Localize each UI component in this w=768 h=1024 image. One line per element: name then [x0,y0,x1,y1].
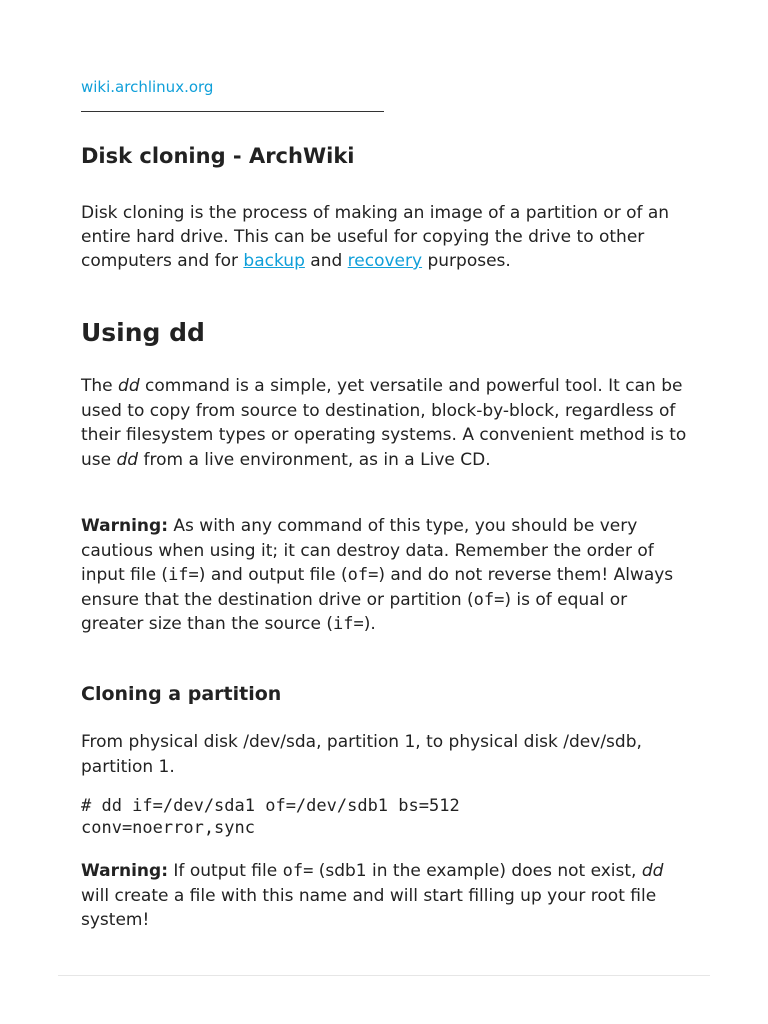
section-heading-using-dd: Using dd [81,318,205,347]
warning-label: Warning: [81,861,169,881]
code-block [81,795,691,839]
code-line: conv=noerror,sync [81,818,255,838]
dd-term: dd [118,376,140,396]
partition-description-paragraph [81,730,691,779]
page-title: Disk cloning - ArchWiki [81,144,355,168]
warning-text: ) is of equal or greater size than the source ( [81,589,628,634]
intro-text: Disk cloning is the process of making an image of a partition or of an entire hard drive. This can be useful for copying the drive to other computers and for [81,203,670,271]
paragraph-text: , partition 1. [81,732,642,777]
warning-label: Warning: [81,516,169,536]
warning-text: (sdb1 in the example) does not exist, [313,861,642,881]
intro-text: and [304,251,348,271]
site-link[interactable]: wiki.archlinux.org [81,78,214,96]
code-of: of= [473,589,505,610]
footer-divider [58,975,710,976]
header-divider [81,111,384,112]
warning-text: ). [363,614,376,634]
code-of: of= [347,565,379,585]
paragraph-text: From physical disk [81,732,244,752]
warning-paragraph [81,514,691,637]
paragraph-text: from a live environment, as in a Live CD. [138,449,491,470]
section-heading-cloning-partition: Cloning a partition [81,683,282,705]
warning-text: will create a file with this name and will start filling up your root file system! [81,885,657,930]
code-if: if= [168,565,199,585]
code-if: if= [333,614,364,634]
dd-description-paragraph [81,374,691,472]
paragraph-text: The [81,376,119,396]
code-line: # dd if=/dev/sda1 of=/dev/sdb1 bs=512 [81,796,460,816]
device-path: /dev/sdb [563,732,637,752]
paragraph-text: , partition 1, to physical disk [316,732,564,752]
dd-term: dd [116,449,139,470]
code-of: of= [282,861,314,881]
intro-paragraph [81,201,691,273]
intro-text: purposes. [422,251,511,271]
warning-text: ) and do not reverse them! Always ensure that the destination drive or partition ( [81,565,674,610]
recovery-link[interactable]: recovery [347,251,423,271]
paragraph-text: command is a simple, yet versatile and powerful tool. It can be used to copy from source to destination, block-by-block, regardless of their filesystem types or operating systems. A convenient method is to use [81,376,687,470]
warning-paragraph [81,859,691,933]
warning-text: If output file [168,861,283,881]
warning-text: As with any command of this type, you should be very cautious when using it; it can destroy data. Remember the order of input file ( [81,516,654,585]
warning-text: ) and output file ( [198,565,348,585]
device-path: /dev/sda [243,732,317,752]
backup-link[interactable]: backup [243,251,305,271]
dd-term: dd [641,861,664,881]
